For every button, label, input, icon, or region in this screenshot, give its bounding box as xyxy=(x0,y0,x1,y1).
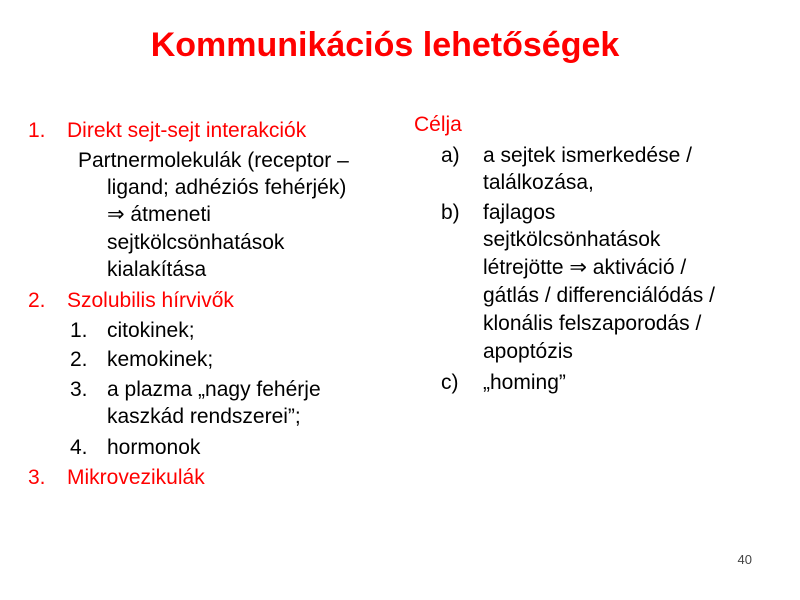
goal-text: találkozása, xyxy=(483,171,594,194)
goal-letter: b) xyxy=(441,201,460,224)
item1-desc-line: kialakítása xyxy=(107,258,207,281)
item3-number: 3. xyxy=(28,466,46,489)
item1-desc-line: Partnermolekulák (receptor – xyxy=(78,149,349,172)
subitem-text: citokinek; xyxy=(107,319,195,342)
subitem-text: hormonok xyxy=(107,436,201,459)
item3-label: Mikrovezikulák xyxy=(67,466,205,489)
subitem-number: 1. xyxy=(70,319,88,342)
goal-letter: a) xyxy=(441,144,460,167)
subitem-text: kemokinek; xyxy=(107,348,214,371)
item1-desc-line: sejtkölcsönhatások xyxy=(107,231,285,254)
goal-letter: c) xyxy=(441,371,459,394)
goal-text: apoptózis xyxy=(483,340,573,363)
goal-text: sejtkölcsönhatások xyxy=(483,228,661,251)
subitem-number: 3. xyxy=(70,378,88,401)
item1-desc-line: ligand; adhéziós fehérjék) xyxy=(107,176,347,199)
item2-number: 2. xyxy=(28,289,46,312)
subitem-number: 2. xyxy=(70,348,88,371)
goal-text: „homing” xyxy=(483,371,566,394)
goal-text: gátlás / differenciálódás / xyxy=(483,284,715,307)
goal-text: klonális felszaporodás / xyxy=(483,312,702,335)
slide-title: Kommunikációs lehetőségek xyxy=(150,26,620,64)
item2-label: Szolubilis hírvivők xyxy=(67,289,234,312)
page-number: 40 xyxy=(737,552,752,567)
item1-desc-line: ⇒ átmeneti xyxy=(107,203,211,226)
goal-heading: Célja xyxy=(414,113,462,136)
goal-text: létrejötte ⇒ aktiváció / xyxy=(483,256,687,279)
subitem-text: a plazma „nagy fehérje xyxy=(107,378,321,401)
subitem-number: 4. xyxy=(70,436,88,459)
subitem-text: kaszkád rendszerei”; xyxy=(107,405,301,428)
item1-number: 1. xyxy=(28,119,46,142)
goal-text: fajlagos xyxy=(483,201,556,224)
goal-text: a sejtek ismerkedése / xyxy=(483,144,692,167)
item1-label: Direkt sejt-sejt interakciók xyxy=(67,119,307,142)
